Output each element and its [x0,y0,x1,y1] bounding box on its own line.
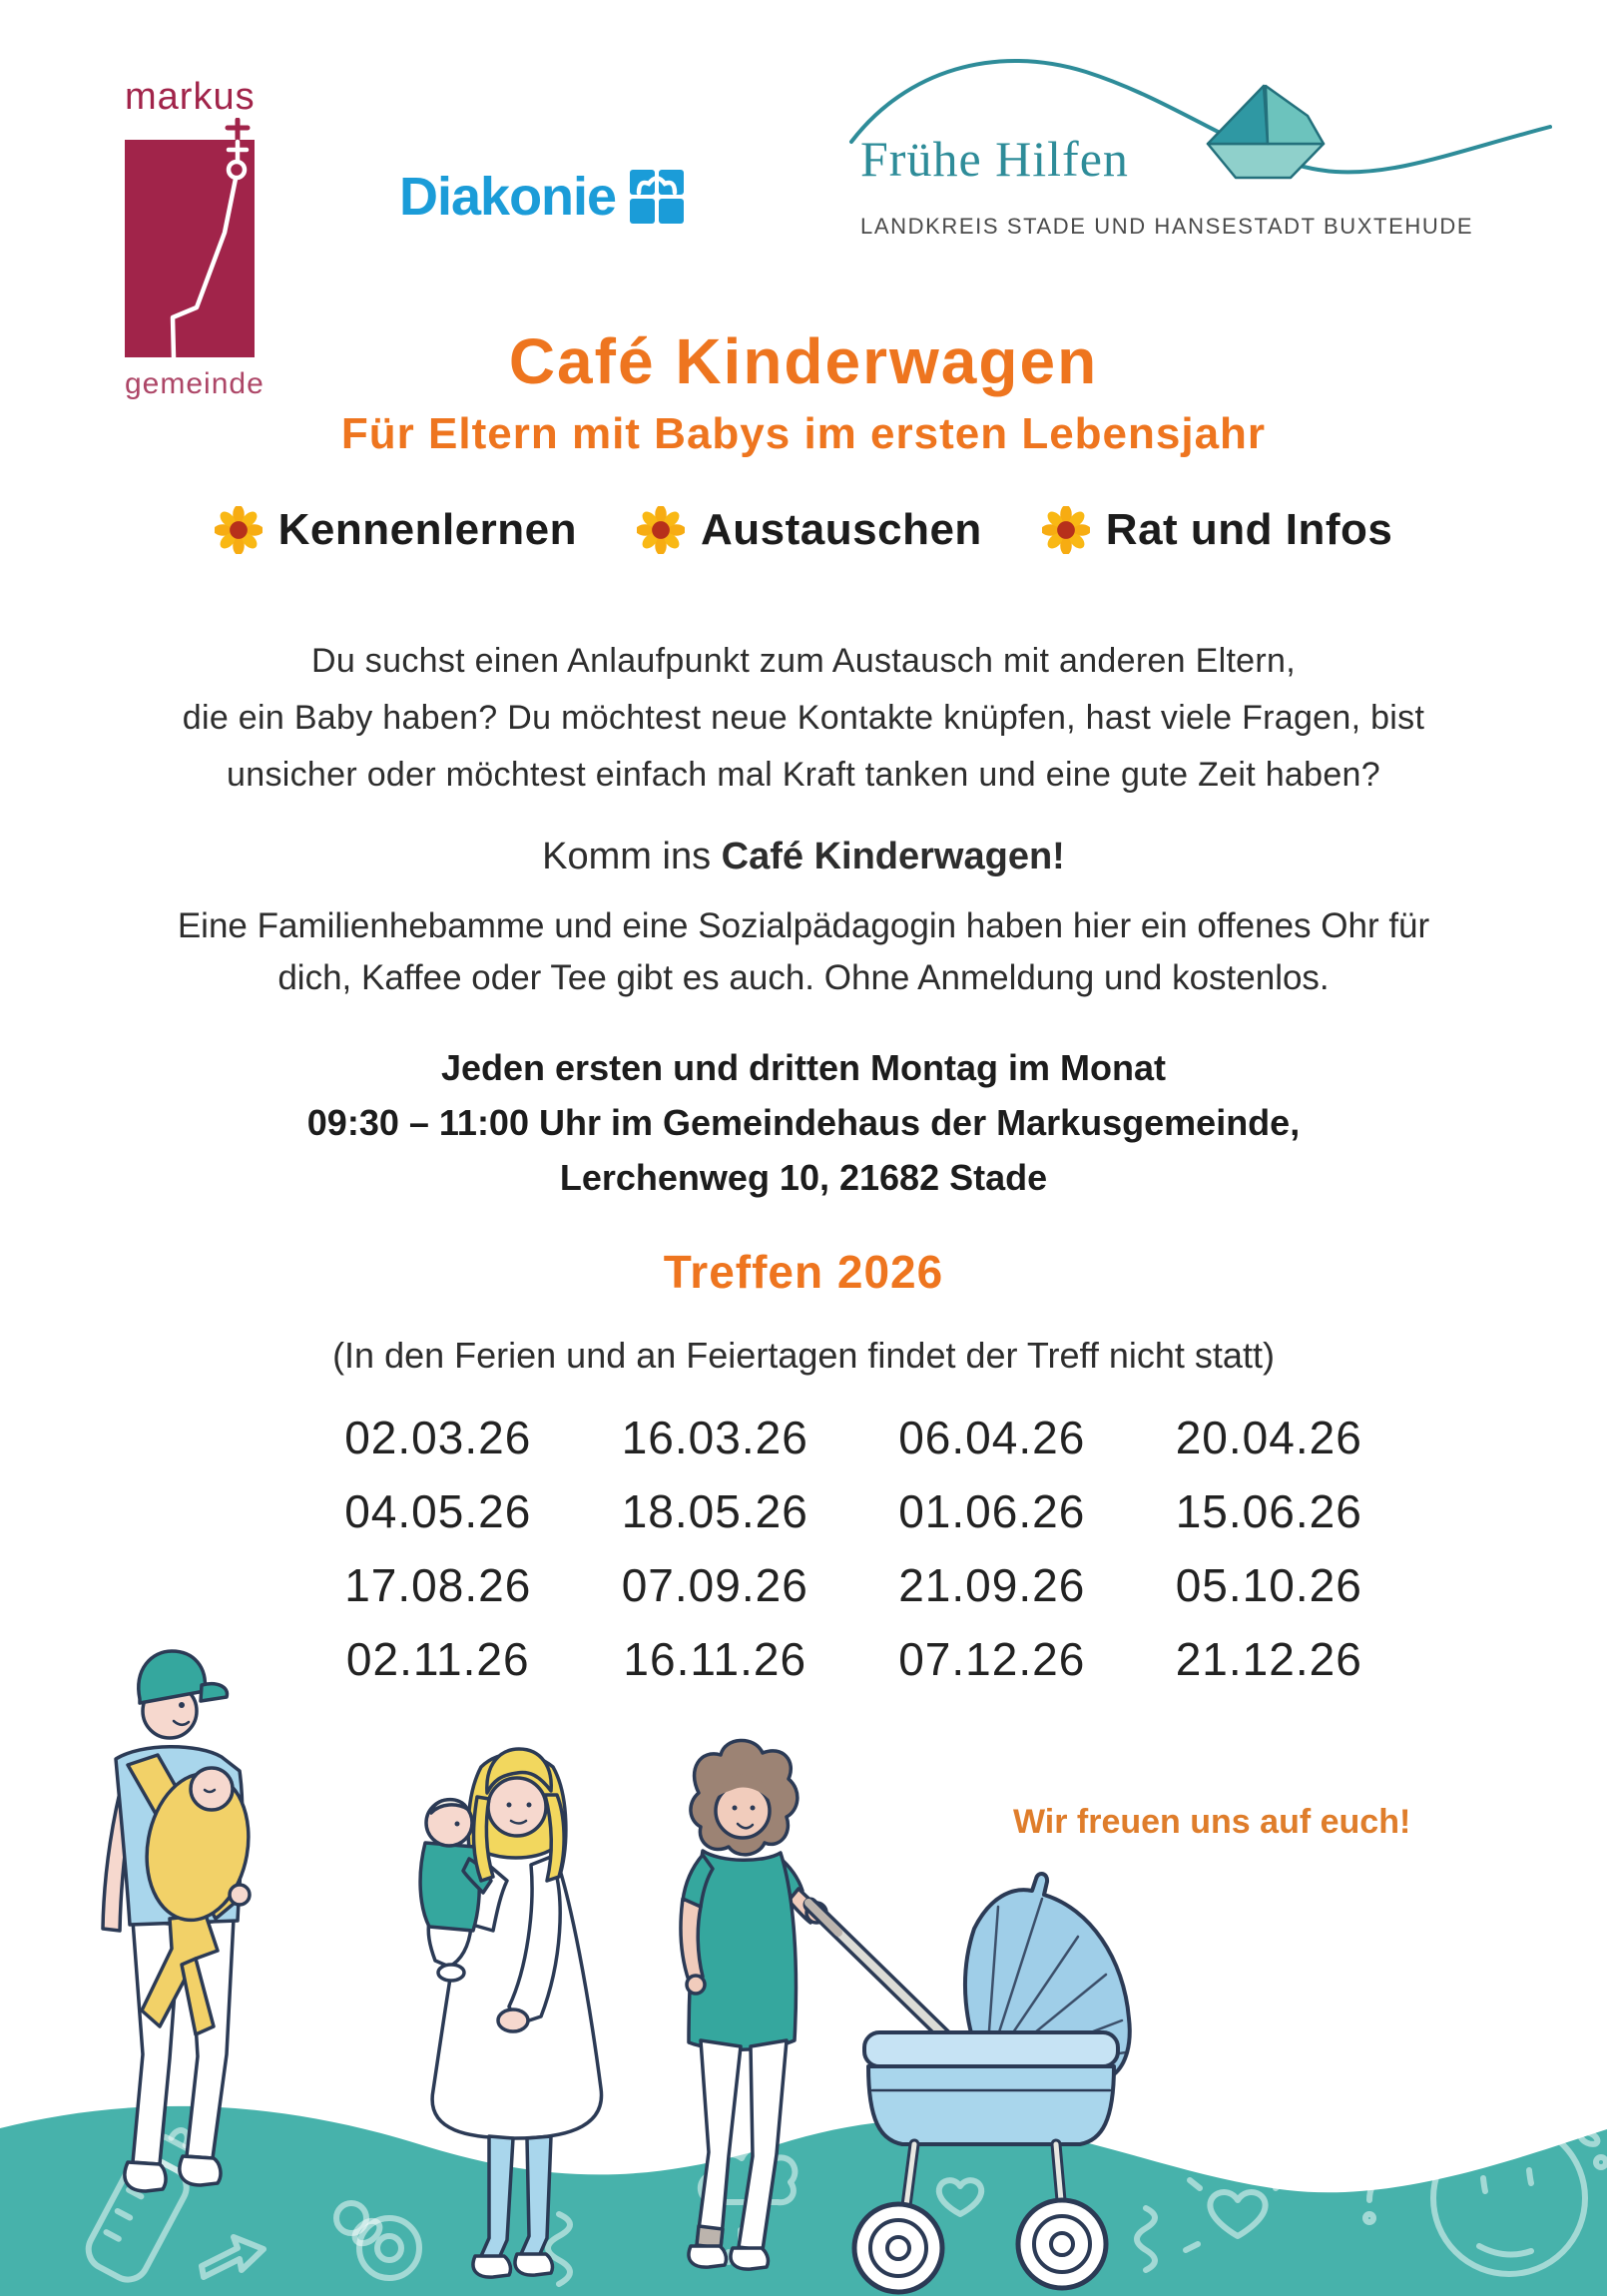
intro-paragraph [0,633,1607,804]
petal-doodle-icon [1427,2135,1448,2153]
feature-label: Austauschen [701,505,982,554]
feature-label: Rat und Infos [1105,505,1393,554]
page-subtitle: Für Eltern mit Babys im ersten Lebensjahr [340,409,1267,458]
pram-wheel [1018,2200,1106,2288]
fruehe-hilfen-logo [836,32,1565,252]
schedule-line: Jeden ersten und dritten Montag im Monat [440,1047,1167,1088]
feature-label: Kennenlernen [277,505,577,554]
invite-highlight: Café Kinderwagen! [721,836,1065,877]
info-line: Eine Familienhebamme und eine Sozialpädagogin haben hier ein offenes Ohr für [177,906,1430,945]
meetings-heading: Treffen 2026 [663,1246,944,1298]
schedule-block [0,1040,1607,1205]
feature-austauschen [637,505,982,555]
feature-kennenlernen [215,505,577,555]
date-cell: 02.11.26 [345,1633,530,1685]
schedule-line: Lerchenweg 10, 21682 Stade [559,1157,1048,1198]
date-cell: 06.04.26 [898,1412,1086,1463]
date-cell: 20.04.26 [1175,1412,1362,1463]
date-cell: 05.10.26 [1175,1559,1362,1611]
date-cell: 02.03.26 [344,1412,532,1463]
pram-wheel [854,2204,942,2292]
date-cell: 07.09.26 [621,1559,808,1611]
paper-boat-icon [1208,86,1324,178]
flower-icon [1042,506,1090,554]
main-content [0,325,1607,1685]
date-cell: 21.12.26 [1175,1633,1362,1685]
flower-icon [637,506,685,554]
invite-line [0,836,1607,878]
closing-text: Wir freuen uns auf euch! [1013,1803,1411,1841]
parents-illustration [0,1597,1607,2296]
kronenkreuz-icon [630,170,684,224]
date-cell: 15.06.26 [1175,1485,1362,1537]
invite-prefix: Komm ins [542,836,722,877]
diakonie-logo [399,166,684,228]
flower-icon [215,506,263,554]
date-cell: 04.05.26 [344,1485,532,1537]
date-cell: 07.12.26 [898,1633,1086,1685]
date-cell: 01.06.26 [898,1485,1086,1537]
markus-logo-subtext: gemeinde [125,367,265,400]
diakonie-wordmark: Diakonie [399,167,617,227]
feature-rat-und-infos [1042,505,1393,555]
date-cell: 17.08.26 [344,1559,532,1611]
info-paragraph [0,900,1607,1004]
intro-line: Du suchst einen Anlaufpunkt zum Austausch mit anderen Eltern, [311,642,1296,680]
date-cell: 21.09.26 [898,1559,1086,1611]
info-line: dich, Kaffee oder Tee gibt es auch. Ohne Anmeldung und kostenlos. [277,958,1330,997]
markus-logo-mark [125,118,257,357]
markus-logo-text: markus [125,76,256,118]
date-cell: 16.11.26 [623,1633,807,1685]
date-cell: 16.03.26 [621,1412,808,1463]
meetings-note: (In den Ferien und an Feiertagen findet der Treff nicht statt) [332,1335,1275,1376]
schedule-line: 09:30 – 11:00 Uhr im Gemeindehaus der Markusgemeinde, [306,1102,1301,1143]
intro-line: die ein Baby haben? Du möchtest neue Kontakte knüpfen, hast viele Fragen, bist [182,699,1425,737]
markus-tower-icon [125,118,260,357]
date-cell: 18.05.26 [621,1485,808,1537]
fruehe-hilfen-subtitle: LANDKREIS STADE UND HANSESTADT BUXTEHUDE [860,214,1474,239]
features-row [0,505,1607,555]
fruehe-hilfen-title: Frühe Hilfen [860,131,1129,187]
page-title: Café Kinderwagen [508,325,1099,397]
intro-line: unsicher oder möchtest einfach mal Kraft tanken und eine gute Zeit haben? [227,756,1380,794]
